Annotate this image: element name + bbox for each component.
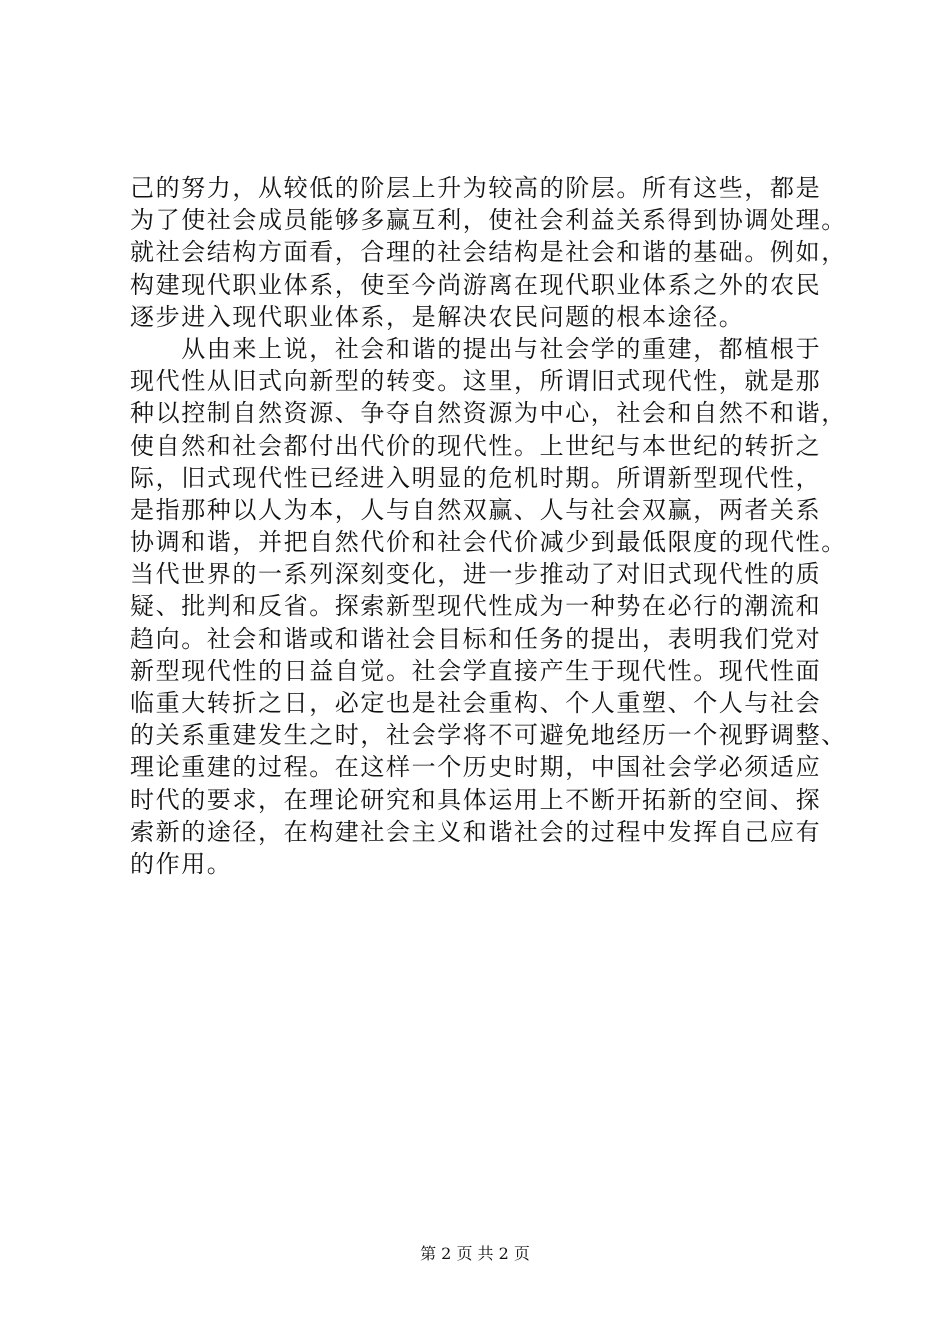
text-line: 逐步进入现代职业体系，是解决农民问题的根本途径。 <box>130 302 745 331</box>
text-line: 的关系重建发生之时，社会学将不可避免地经历一个视野调整、 <box>130 721 847 750</box>
text-line: 就社会结构方面看，合理的社会结构是社会和谐的基础。例如， <box>130 238 847 267</box>
text-line: 协调和谐，并把自然代价和社会代价减少到最低限度的现代性。 <box>130 528 847 557</box>
body-text <box>130 172 847 880</box>
text-line: 构建现代职业体系，使至今尚游离在现代职业体系之外的农民 <box>130 270 822 299</box>
text-line: 是指那种以人为本，人与自然双赢、人与社会双赢，两者关系 <box>130 495 822 524</box>
text-line: 为了使社会成员能够多赢互利，使社会利益关系得到协调处理。 <box>130 206 847 235</box>
text-line: 从由来上说，社会和谐的提出与社会学的重建，都植根于 <box>130 334 822 363</box>
page-footer <box>0 1244 950 1264</box>
text-line: 的作用。 <box>130 849 233 878</box>
text-line: 临重大转折之日，必定也是社会重构、个人重塑、个人与社会 <box>130 689 822 717</box>
text-line: 新型现代性的日益自觉。社会学直接产生于现代性。现代性面 <box>130 656 822 685</box>
text-line: 现代性从旧式向新型的转变。这里，所谓旧式现代性，就是那 <box>130 367 822 396</box>
page-number: 第 2 页 共 2 页 <box>420 1244 530 1263</box>
text-line: 理论重建的过程。在这样一个历史时期，中国社会学必须适应 <box>130 753 822 782</box>
text-line: 际，旧式现代性已经进入明显的危机时期。所谓新型现代性， <box>130 463 822 492</box>
text-line: 当代世界的一系列深刻变化，进一步推动了对旧式现代性的质 <box>130 560 822 589</box>
text-line: 疑、批判和反省。探索新型现代性成为一种势在必行的潮流和 <box>130 592 822 621</box>
text-line: 己的努力，从较低的阶层上升为较高的阶层。所有这些，都是 <box>130 174 822 202</box>
text-line: 时代的要求，在理论研究和具体运用上不断开拓新的空间、探 <box>130 785 822 814</box>
text-line: 使自然和社会都付出代价的现代性。上世纪与本世纪的转折之 <box>130 431 822 460</box>
text-line: 种以控制自然资源、争夺自然资源为中心，社会和自然不和谐， <box>130 399 847 428</box>
text-line: 趋向。社会和谐或和谐社会目标和任务的提出，表明我们党对 <box>130 624 822 653</box>
text-line: 索新的途径，在构建社会主义和谐社会的过程中发挥自己应有 <box>130 817 822 846</box>
